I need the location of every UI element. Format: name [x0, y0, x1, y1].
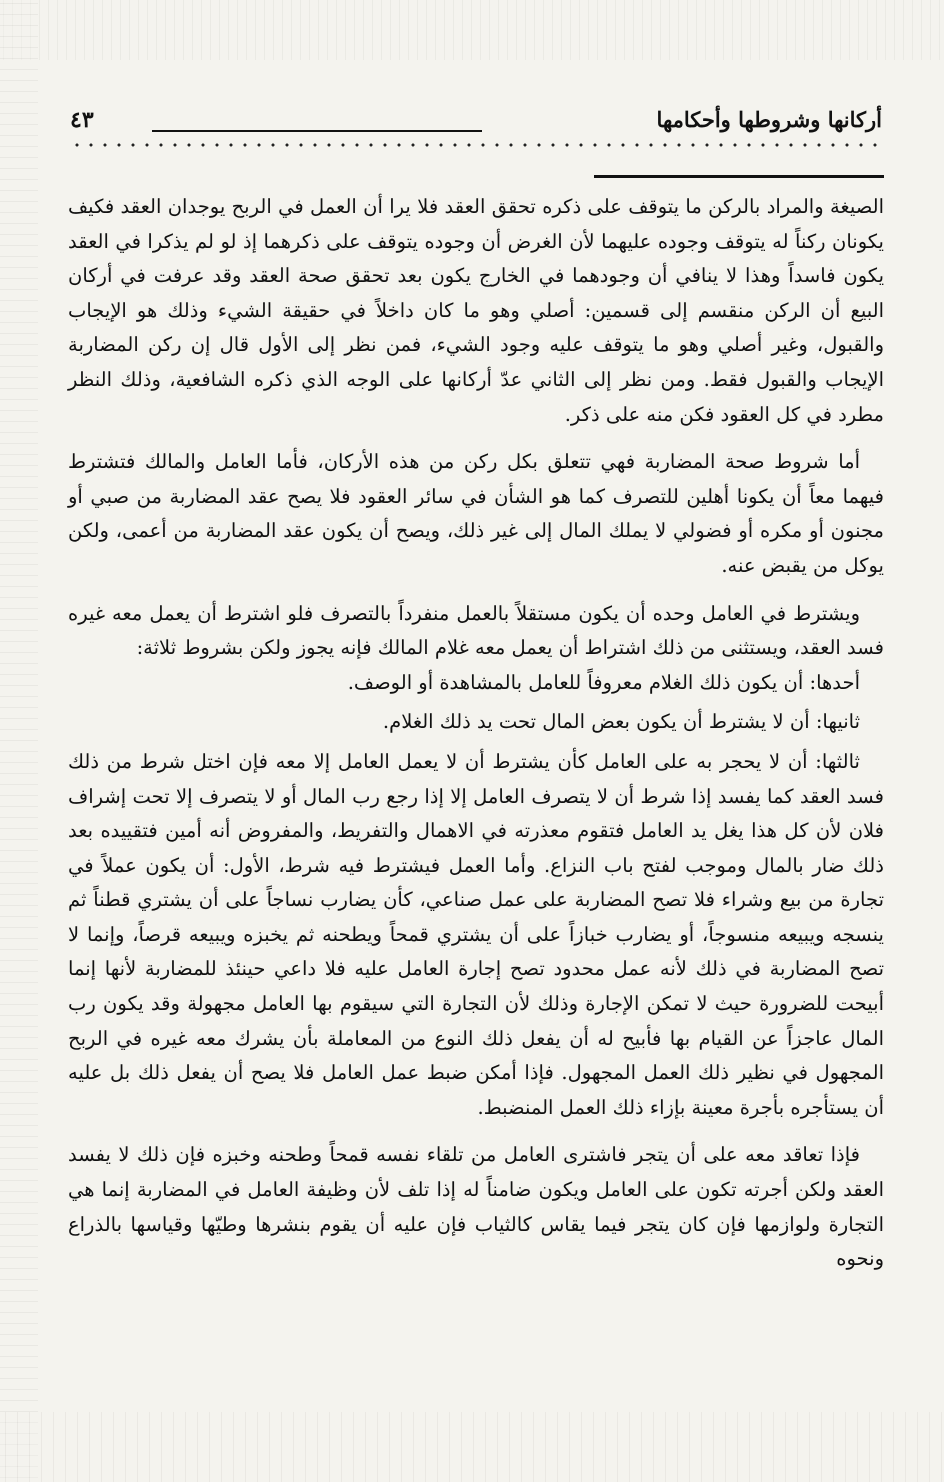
page-body — [68, 175, 884, 1290]
section-separator — [594, 175, 884, 178]
paragraph-3: ويشترط في العامل وحده أن يكون مستقلاً بالعمل منفرداً بالتصرف فلو اشترط أن يعمل معه غيره فسد العقد، ويستثنى من ذلك اشتراط أن يعمل معه غلام المالك فإنه يجوز ولكن بشروط ثلاثة: — [68, 601, 884, 660]
scan-edge-bottom — [0, 1412, 944, 1482]
paragraph-4: ثالثها: أن لا يحجر به على العامل كأن يشترط أن لا يعمل العامل إلا معه فإن اختل شرط من ذلك فسد العقد كما يفسد إذا شرط أن لا يتصرف العامل إلا إذا رجع رب المال أو لا يتصرف إلا تحت إشراف فلان لأن كل هذا يغل يد العامل فتقوم معذرته في الاهمال والتفريط، والمفروض أنه أمين فتقييده بعد ذلك ضار بالمال وموجب لفتح باب النزاع. وأما العمل فيشترط فيه شرط، الأول: أن يكون عملاً في تجارة من بيع وشراء فلا تصح المضاربة على عمل صناعي، كأن يضارب نساجاً على أن يشتري قطناً ثم ينسجه ويبيعه منسوجاً، أو يضارب خبازاً على أن يشتري قمحاً ويطحنه ثم يخبزه ويبيعه قرصاً، وإنما لا تصح المضاربة في ذلك لأنه عمل محدود تصح إجارة العامل عليه فلا داعي حينئذ للمضاربة لأنها إنما أبيحت للضرورة حيث لا تمكن الإجارة وذلك لأن التجارة التي سيقوم بها العامل مجهولة وقد يكون رب المال عاجزاً عن القيام بها فأبيح له أن يفعل ذلك النوع من المعاملة بأن يشرك معه غيره في الربح المجهول في نظير ذلك العمل المجهول. فإذا أمكن ضبط عمل العامل فلا يصح أن يفعل ذلك بل عليه أن يستأجره بأجرة معينة بإزاء ذلك العمل المنضبط. — [68, 749, 884, 1119]
running-title: أركانها وشروطها وأحكامها — [656, 107, 882, 132]
condition-item-2: ثانيها: أن لا يشترط أن يكون بعض المال تحت يد ذلك الغلام. — [382, 710, 860, 734]
dotted-divider — [70, 140, 882, 150]
header-rule — [152, 130, 482, 132]
paragraph-2: أما شروط صحة المضاربة فهي تتعلق بكل ركن من هذه الأركان، فأما العامل والمالك فتشترط فيهما معاً أن يكونا أهلين للتصرف كما هو الشأن في سائر العقود فلا يصح عقد المضاربة من صبي أو مجنون أو مكره أو فضولي لا يملك المال إلى غير ذلك، ويصح أن يكون عقد المضاربة من أعمى، ولكن يوكل من يقبض عنه. — [68, 450, 884, 577]
page-number: ٤٣ — [70, 107, 94, 133]
scan-edge-left — [0, 0, 38, 1482]
paragraph-5: فإذا تعاقد معه على أن يتجر فاشترى العامل من تلقاء نفسه قمحاً وطحنه وخبزه فإن ذلك لا يفسد العقد ولكن أجرته تكون على العامل ويكون ضامناً له إذا تلف لأن وظيفة العامل في المضاربة إنما هي التجارة ولوازمها فإن كان يتجر فيما يقاس كالثياب فإن عليه أن يقوم بنشرها وطيّها وقياسها بالذراع ونحوه — [68, 1143, 884, 1271]
scan-edge-top — [0, 0, 944, 60]
condition-item-1: أحدها: أن يكون ذلك الغلام معروفاً للعامل بالمشاهدة أو الوصف. — [347, 670, 860, 694]
paragraph-1: الصيغة والمراد بالركن ما يتوقف على ذكره تحقق العقد فلا يرا أن العمل في الربح يوجدان العقد فكيف يكونان ركناً له يتوقف وجوده عليهما لأن الغرض أن وجوده يتوقف على ذكرهما إذ لو لم يذكرا في العقد يكون فاسداً وهذا لا ينافي أن وجودهما في الخارج يكون بعد تحقق صحة العقد وقد عرفت في أركان البيع أن الركن منقسم إلى قسمين: أصلي وهو ما كان داخلاً في حقيقة الشيء وذلك هو الإيجاب والقبول، وغير أصلي وهو ما يتوقف عليه وجود الشيء، فمن نظر إلى الأول قال إن ركن المضاربة الإيجاب والقبول فقط. ومن نظر إلى الثاني عدّ أركانها على الوجه الذي ذكره الشافعية، وذلك النظر مطرد في كل العقود فكن منه على ذكر. — [68, 195, 884, 426]
